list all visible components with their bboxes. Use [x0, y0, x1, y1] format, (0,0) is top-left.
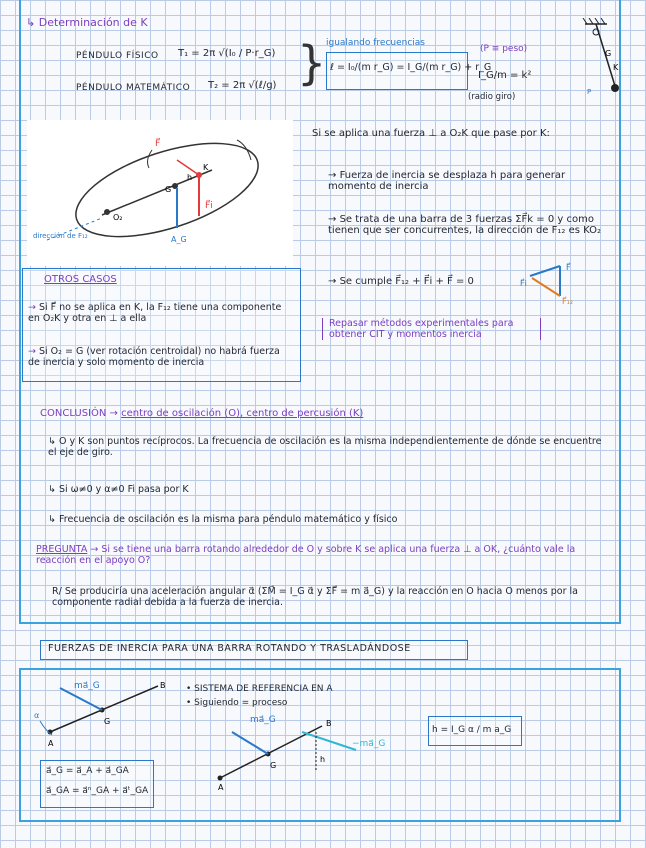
pregunta-text: Si se tiene una barra rotando alrededor de O y sobre K se aplica una fuerza ⊥ a OK, ¿cuánto vale la reacción en el apoyo O?	[36, 544, 576, 566]
matematico-formula: T₂ = 2π √(ℓ/g)	[208, 80, 277, 91]
diagram1-b-label: B	[160, 681, 166, 690]
brace-icon: }	[297, 36, 327, 90]
diagram2-mag-label: ma⃗_G	[250, 715, 276, 725]
diagram1-a-label: A	[48, 739, 54, 748]
diagram1-mag-label: ma⃗_G	[74, 681, 100, 691]
otros-title: OTROS CASOS	[44, 274, 117, 285]
diagram2-g-label: G	[270, 761, 277, 770]
right-arrow-icon: →	[28, 302, 39, 313]
diagram2-a-label: A	[218, 783, 224, 792]
pregunta-title: PREGUNTA	[36, 544, 88, 555]
figure-dir-label: dirección de F₁₂	[33, 232, 88, 240]
bullet-4-text: Se cumple F⃗₁₂ + F⃗i + F⃗ = 0	[339, 276, 474, 287]
bullet-4	[328, 276, 528, 287]
bullet-2-text: Fuerza de inercia se desplaza h para generar momento de inercia	[328, 170, 566, 192]
bullet-1-text: Si se aplica una fuerza ⊥ a O₂K que pase por K:	[312, 128, 550, 139]
figure-g-label: G	[165, 185, 172, 194]
bullet-3	[328, 214, 613, 236]
radio-giro: (radio giro)	[468, 92, 516, 102]
corner-arrow-icon: ↳	[26, 16, 36, 29]
formula-h: h = I_G α / m a_G	[432, 725, 512, 735]
right-arrow-icon: →	[109, 408, 122, 419]
figure-h-label: h	[187, 173, 193, 182]
right-arrow-icon: →	[328, 214, 340, 225]
right-arrow-icon: →	[328, 170, 340, 181]
vector-fi-label: F⃗i	[520, 279, 527, 288]
figure-ag-label: A_G	[171, 235, 187, 244]
eq2: a⃗_GA = a⃗ⁿ_GA + a⃗ᵗ_GA	[46, 786, 149, 796]
pendulum-g-label: G	[605, 49, 612, 58]
section2-s2: • Siguiendo = proceso	[186, 698, 288, 708]
otros-2-text: Si O₂ = G (ver rotación centroidal) no habrá fuerza de inercia y solo momento de inercia	[28, 346, 280, 368]
diagram2-minus-mag-label: −ma⃗_G	[352, 739, 386, 749]
corner-arrow-icon: ↳	[48, 514, 59, 525]
repasar-note: Repasar métodos experimentales para obtener CIT y momentos inercia	[322, 318, 541, 340]
bullet-3-text: Se trata de una barra de 3 fuerzas ΣF⃗k = 0 y como tienen que ser concurrentes, la dirección de F₁₂ es KO₂	[328, 214, 601, 236]
pendulum-sketch	[575, 18, 625, 98]
section2-s1: • SISTEMA DE REFERENCIA EN A	[186, 684, 333, 694]
igualando-label: igualando frecuencias	[326, 38, 425, 48]
conclusion-2	[48, 484, 189, 495]
conclusion-3-text: Frecuencia de oscilación es la misma para péndulo matemático y físico	[58, 514, 398, 525]
otros-1-text: Si F⃗ no se aplica en K, la F₁₂ tiene una componente en O₂K y otra en ⊥ a ella	[28, 302, 282, 324]
figure-fi-label: F⃗i	[205, 201, 213, 211]
ell-formula: ℓ = I₀/(m r_G) = I_G/(m r_G) + r_G	[330, 62, 492, 73]
conclusion-title: CONCLUSIÓN	[40, 408, 107, 419]
p-peso: (P ≡ peso)	[480, 44, 528, 54]
eq1: a⃗_G = a⃗_A + a⃗_GA	[46, 766, 129, 776]
section-title	[26, 16, 148, 29]
conclusion-header	[40, 408, 363, 419]
figure-f-label: F⃗	[155, 139, 161, 149]
vector-f-label: F⃗	[566, 263, 571, 272]
conclusion-subtitle: centro de oscilación (O), centro de percusión (K)	[121, 408, 364, 419]
bar-diagram-2	[206, 712, 416, 792]
rotating-bar-figure	[27, 120, 293, 266]
bullet-1	[312, 128, 612, 139]
section2-title: FUERZAS DE INERCIA PARA UNA BARRA ROTANDO Y TRASLADÁNDOSE	[48, 643, 411, 654]
diagram2-b-label: B	[326, 719, 332, 728]
right-arrow-icon: →	[90, 544, 102, 555]
vector-f12-label: F⃗₁₂	[562, 297, 574, 306]
right-arrow-icon: →	[28, 346, 39, 357]
conclusion-3	[48, 514, 397, 525]
otros-1	[28, 302, 294, 324]
diagram2-h-label: h	[320, 755, 326, 764]
fisico-label: PÉNDULO FÍSICO	[76, 51, 159, 61]
pendulum-p-label: P	[587, 88, 592, 96]
conclusion-2-text: Si ω≠0 y α≠0 Fi pasa por K	[58, 484, 189, 495]
radio-formula: I_G/m = k²	[478, 70, 532, 81]
determinacion-title: Determinación de K	[38, 16, 148, 29]
matematico-label: PÉNDULO MATEMÁTICO	[76, 83, 191, 93]
conclusion-1	[48, 436, 608, 458]
pendulum-k-label: K	[613, 63, 619, 72]
diagram1-alpha-label: α	[34, 711, 40, 720]
bullet-2	[328, 170, 613, 192]
figure-k-label: K	[203, 163, 209, 172]
pregunta-answer: R/ Se produciría una aceleración angular α⃗ (ΣM⃗ = I_G α⃗ y ΣF⃗ = m a⃗_G) y la reacción en O hacia O menos por la componente radial debida a la fuerza de inercia.	[52, 586, 578, 608]
conclusion-1-text: O y K son puntos recíprocos. La frecuencia de oscilación es la misma independientemente de dónde se encuentre el eje de giro.	[48, 436, 602, 458]
fisico-formula: T₁ = 2π √(I₀ / P·r_G)	[178, 48, 276, 59]
otros-2	[28, 346, 294, 368]
right-arrow-icon: →	[328, 276, 340, 287]
figure-o2-label: O₂	[113, 213, 123, 222]
vector-triangle	[520, 256, 590, 306]
corner-arrow-icon: ↳	[48, 484, 59, 495]
diagram1-g-label: G	[104, 717, 111, 726]
pregunta	[36, 544, 606, 566]
corner-arrow-icon: ↳	[48, 436, 59, 447]
bar-diagram-1	[30, 676, 190, 756]
